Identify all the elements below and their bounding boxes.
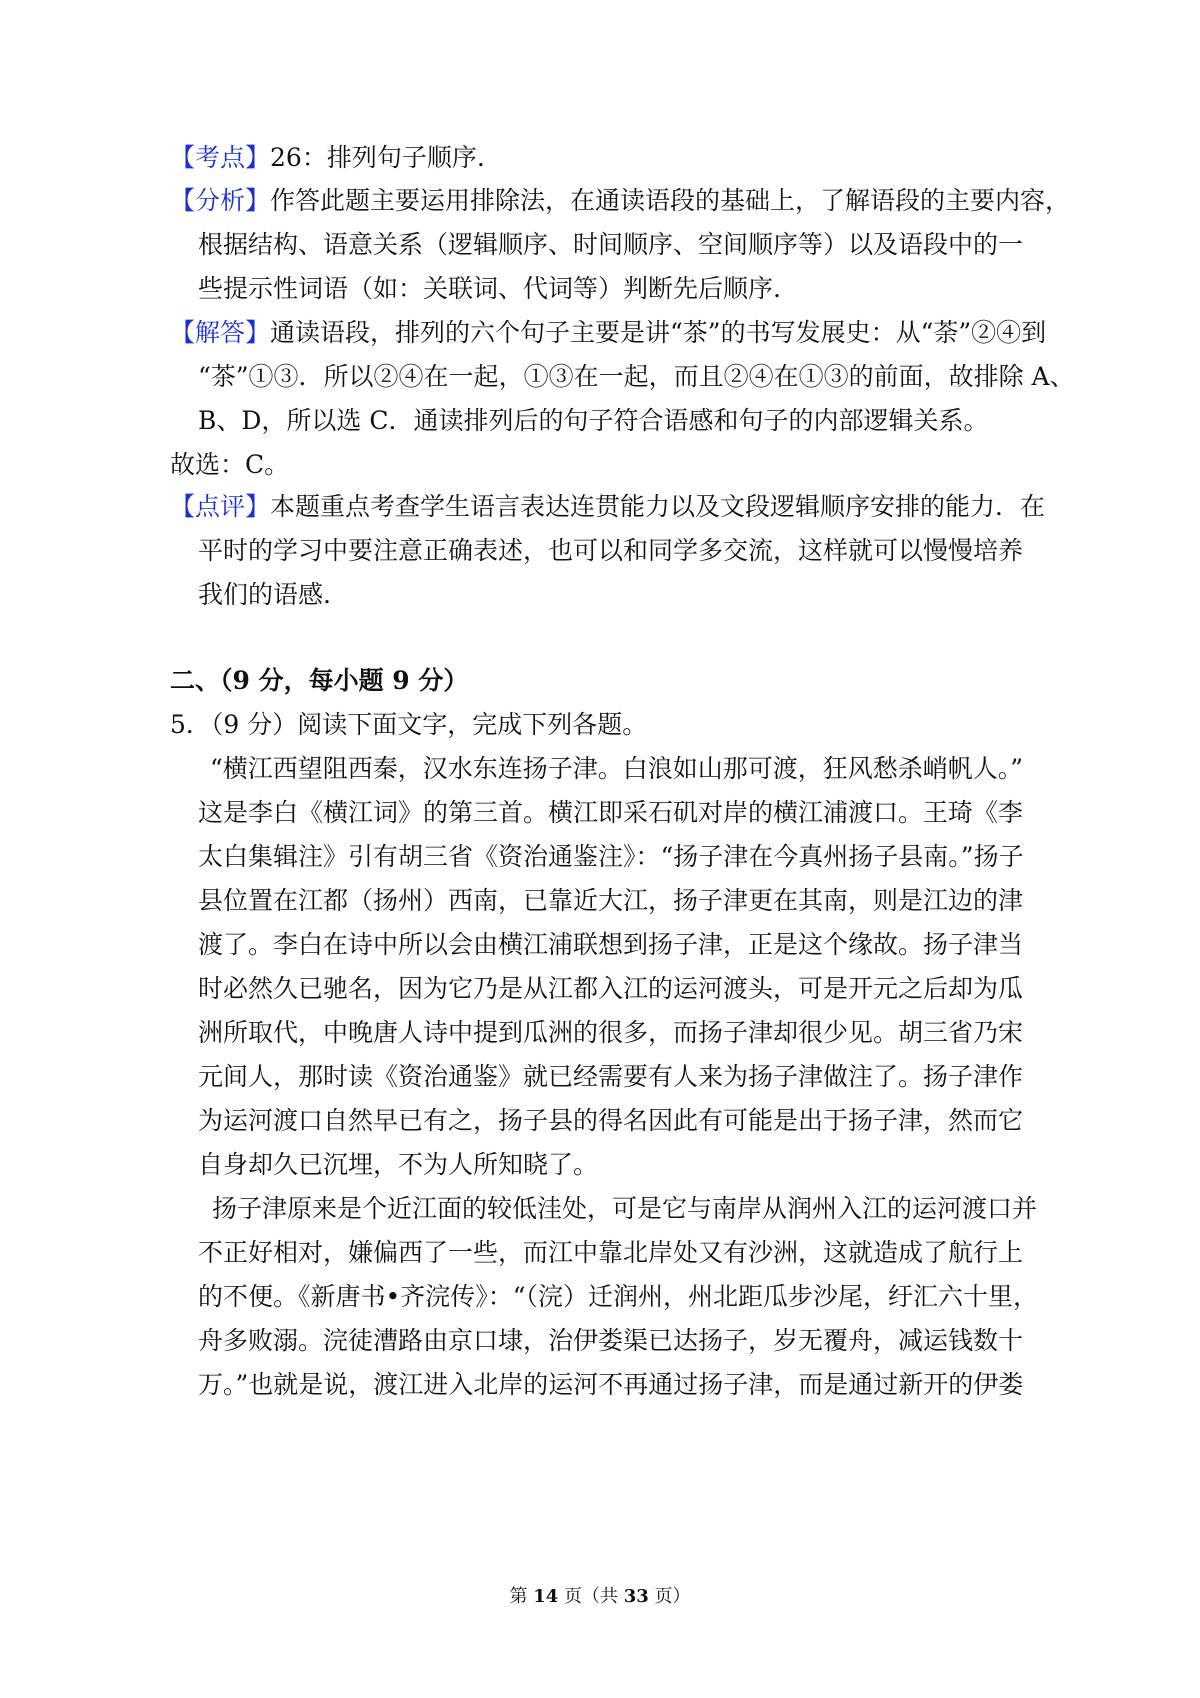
question-5-stem: 5．（9 分）阅读下面文字，完成下列各题。 bbox=[170, 710, 648, 739]
passage-p2-line-3: 的不便。《新唐书•齐浣传》：“（浣）迁润州，州北距瓜步沙尾，纡汇六十里， bbox=[198, 1282, 1039, 1311]
dianping-line-3: 我们的语感. bbox=[198, 580, 331, 609]
kaodian-line bbox=[170, 141, 485, 175]
current-page-number: 14 bbox=[533, 1586, 559, 1607]
section-2-title: 二、（9 分，每小题 9 分） bbox=[170, 666, 469, 695]
passage-p1-line-10: 自身却久已沉埋，不为人所知晓了。 bbox=[198, 1150, 599, 1179]
answer-choice: 故选：C。 bbox=[170, 450, 290, 479]
fenxi-line-3: 些提示性词语（如：关联词、代词等）判断先后顺序. bbox=[198, 274, 781, 303]
jieda-line-2: “茶”①③．所以②④在一起，①③在一起，而且②④在①③的前面，故排除 A、 bbox=[198, 362, 1075, 391]
dianping-text-1: 本题重点考查学生语言表达连贯能力以及文段逻辑顺序安排的能力．在 bbox=[270, 492, 1046, 521]
passage-p1-line-8: 元间人，那时读《资治通鉴》就已经需要有人来为扬子津做注了。扬子津作 bbox=[198, 1062, 1024, 1091]
dianping-tag: 【点评】 bbox=[170, 492, 271, 521]
fenxi-text-1: 作答此题主要运用排除法，在通读语段的基础上，了解语段的主要内容， bbox=[270, 186, 1071, 215]
page-footer bbox=[0, 1586, 1200, 1608]
passage-p1-line-6: 时必然久已驰名，因为它乃是从江都入江的运河渡头，可是开元之后却为瓜 bbox=[198, 974, 1024, 1003]
passage-p1-line-1: “横江西望阻西秦，汉水东连扬子津。白浪如山那可渡，狂风愁杀峭帆人。” bbox=[210, 754, 1024, 783]
footer-prefix: 第 bbox=[509, 1586, 534, 1607]
jieda-line-3: B、D，所以选 C．通读排列后的句子符合语感和句子的内部逻辑关系。 bbox=[198, 406, 989, 435]
dianping-line-2: 平时的学习中要注意正确表述，也可以和同学多交流，这样就可以慢慢培养 bbox=[198, 536, 1024, 565]
footer-middle: 页（共 bbox=[558, 1586, 624, 1607]
kaodian-tag: 【考点】 bbox=[170, 143, 271, 172]
fenxi-line-2: 根据结构、语意关系（逻辑顺序、时间顺序、空间顺序等）以及语段中的一 bbox=[198, 230, 1024, 259]
passage-p1-line-3: 太白集辑注》引有胡三省《资治通鉴注》：“扬子津在今真州扬子县南。”扬子 bbox=[198, 842, 1024, 871]
passage-p1-line-2: 这是李白《横江词》的第三首。横江即采石矶对岸的横江浦渡口。王琦《李 bbox=[198, 798, 1024, 827]
fenxi-tag: 【分析】 bbox=[170, 186, 271, 215]
passage-p1-line-9: 为运河渡口自然早已有之，扬子县的得名因此有可能是出于扬子津，然而它 bbox=[198, 1106, 1024, 1135]
footer-suffix: 页） bbox=[648, 1586, 691, 1607]
passage-p1-line-7: 洲所取代，中晚唐人诗中提到瓜洲的很多，而扬子津却很少见。胡三省乃宋 bbox=[198, 1018, 1024, 1047]
fenxi-line-1 bbox=[170, 184, 1070, 218]
passage-p2-line-4: 舟多败溺。浣徒漕路由京口埭，治伊娄渠已达扬子，岁无覆舟，减运钱数十 bbox=[198, 1326, 1024, 1355]
total-pages-number: 33 bbox=[623, 1586, 649, 1607]
jieda-tag: 【解答】 bbox=[170, 318, 271, 347]
passage-p2-line-5: 万。”也就是说，渡江进入北岸的运河不再通过扬子津，而是通过新开的伊娄 bbox=[198, 1370, 1024, 1399]
dianping-line-1 bbox=[170, 490, 1045, 524]
passage-p1-line-5: 渡了。李白在诗中所以会由横江浦联想到扬子津，正是这个缘故。扬子津当 bbox=[198, 930, 1024, 959]
jieda-text-1: 通读语段，排列的六个句子主要是讲“茶”的书写发展史：从“荼”②④到 bbox=[270, 318, 1047, 347]
passage-p2-line-2: 不正好相对，嫌偏西了一些，而江中靠北岸处又有沙洲，这就造成了航行上 bbox=[198, 1238, 1024, 1267]
jieda-line-1 bbox=[170, 316, 1046, 350]
kaodian-text: 26：排列句子顺序. bbox=[270, 143, 485, 172]
passage-p2-line-1: 扬子津原来是个近江面的较低洼处，可是它与南岸从润州入江的运河渡口并 bbox=[212, 1194, 1038, 1223]
passage-p1-line-4: 县位置在江都（扬州）西南，已靠近大江，扬子津更在其南，则是江边的津 bbox=[198, 886, 1024, 915]
